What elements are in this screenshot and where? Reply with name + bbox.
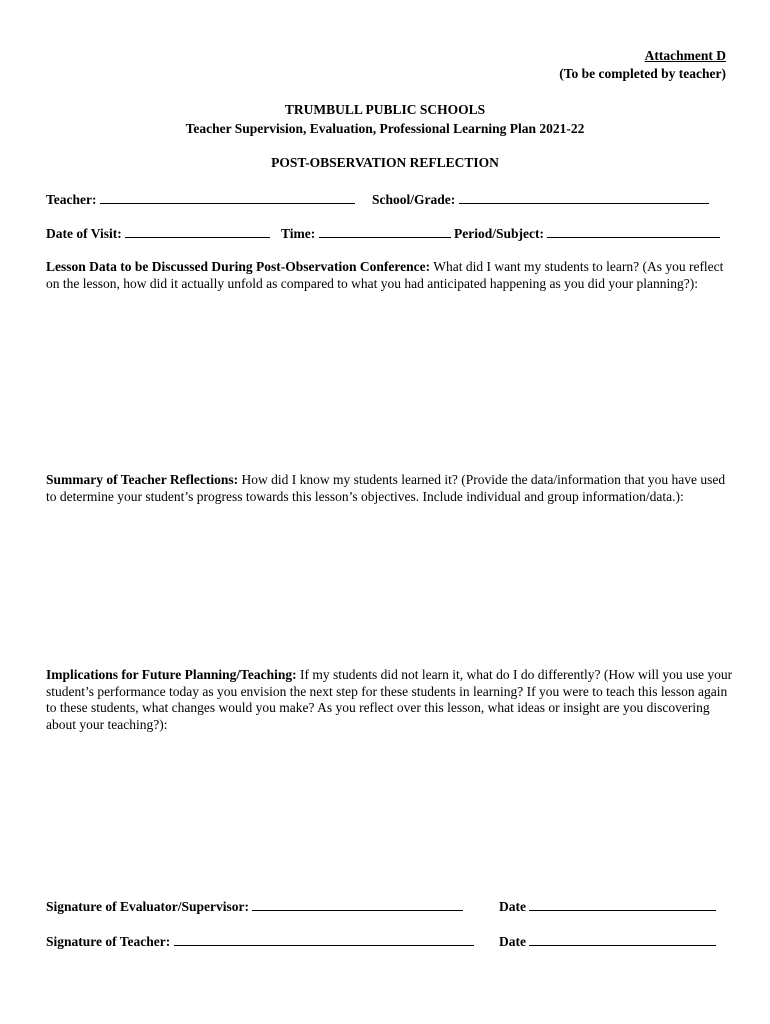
evaluator-date-input[interactable]	[529, 898, 716, 911]
teacher-date-label: Date	[499, 934, 526, 949]
attachment-title: Attachment D	[644, 48, 726, 63]
future-planning-response[interactable]	[46, 740, 736, 890]
teacher-signature-field[interactable]	[46, 933, 474, 950]
period-subject-field[interactable]	[454, 225, 720, 242]
time-input[interactable]	[319, 225, 451, 238]
form-title: POST-OBSERVATION REFLECTION	[271, 155, 499, 170]
teacher-signature-label: Signature of Teacher:	[46, 934, 171, 949]
date-of-visit-input[interactable]	[125, 225, 270, 238]
period-subject-input[interactable]	[547, 225, 720, 238]
time-field[interactable]	[281, 225, 451, 242]
teacher-date-field[interactable]	[499, 933, 716, 950]
school-grade-input[interactable]	[459, 191, 709, 204]
teacher-label: Teacher:	[46, 192, 97, 207]
date-of-visit-field[interactable]	[46, 225, 270, 242]
evaluator-signature-field[interactable]	[46, 898, 463, 915]
plan-title: Teacher Supervision, Evaluation, Professional Learning Plan 2021-22	[185, 121, 585, 136]
lesson-data-response[interactable]	[46, 315, 736, 465]
attachment-note: (To be completed by teacher)	[559, 66, 726, 81]
period-subject-label: Period/Subject:	[454, 226, 544, 241]
time-label: Time:	[281, 226, 316, 241]
lesson-data-text: What did I want my students to learn? (As you reflect on the lesson, how did it actually unfold as compared to what you had anticipated happening as you did your planning?):	[46, 259, 724, 291]
school-grade-label: School/Grade:	[372, 192, 456, 207]
future-planning-label: Implications for Future Planning/Teaching:	[46, 667, 297, 682]
evaluator-signature-input[interactable]	[252, 898, 463, 911]
teacher-reflections-label: Summary of Teacher Reflections:	[46, 472, 239, 487]
teacher-reflections-text: How did I know my students learned it? (Provide the data/information that you have used to determine your student’s progress towards this lesson’s objectives. Include individual and group information/data.):	[46, 472, 726, 504]
district-name: TRUMBULL PUBLIC SCHOOLS	[284, 102, 486, 117]
teacher-date-input[interactable]	[529, 933, 716, 946]
evaluator-date-label: Date	[499, 899, 526, 914]
lesson-data-prompt	[46, 259, 736, 292]
teacher-reflections-prompt	[46, 472, 736, 505]
school-grade-field[interactable]	[372, 191, 709, 208]
future-planning-prompt	[46, 667, 736, 733]
date-of-visit-label: Date of Visit:	[46, 226, 122, 241]
future-planning-text: If my students did not learn it, what do I do differently? (How will you use your student’s performance today as you envision the next step for these students in learning? If you were to teach this lesson again to these students, what changes would you make? As you reflect over this lesson, what ideas or insight are you discovering about your teaching?):	[46, 667, 733, 732]
teacher-input[interactable]	[100, 191, 355, 204]
lesson-data-label: Lesson Data to be Discussed During Post-Observation Conference:	[46, 259, 431, 274]
teacher-signature-input[interactable]	[174, 933, 474, 946]
evaluator-signature-label: Signature of Evaluator/Supervisor:	[46, 899, 250, 914]
teacher-reflections-response[interactable]	[46, 512, 736, 662]
teacher-field[interactable]	[46, 191, 355, 208]
evaluator-date-field[interactable]	[499, 898, 716, 915]
